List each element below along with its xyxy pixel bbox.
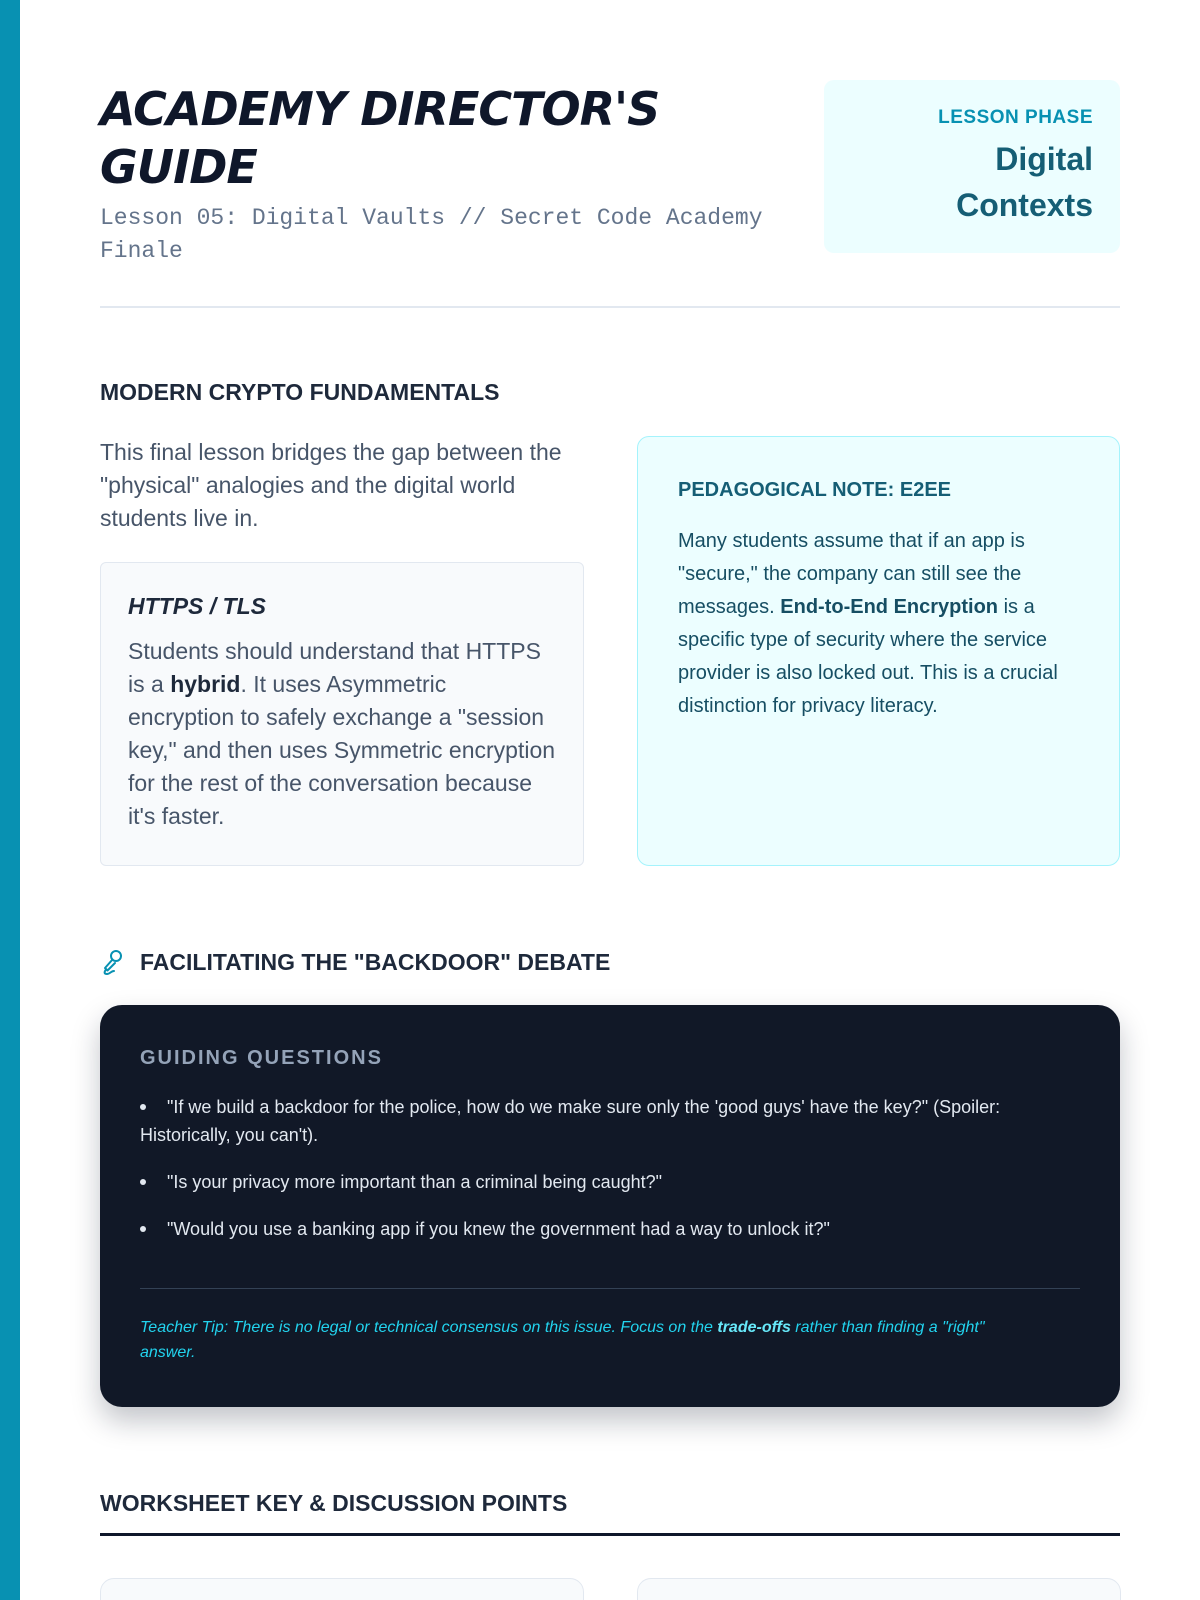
microphone-icon [100, 947, 126, 977]
tip-part-2: rather than finding a "right" answer. [140, 1319, 985, 1361]
section-heading-worksheet: WORKSHEET KEY & DISCUSSION POINTS [100, 1488, 1120, 1536]
lesson-phase-value [824, 136, 1093, 228]
accent-bar [0, 0, 20, 1600]
question-text: "Is your privacy more important than a criminal being caught?" [167, 1172, 663, 1192]
tip-part-1: Teacher Tip: There is no legal or technical consensus on this issue. Focus on the [140, 1319, 718, 1336]
tip-divider [140, 1288, 1080, 1289]
bullet-icon [140, 1179, 146, 1185]
header [100, 80, 1120, 308]
worksheet-card-left [100, 1578, 584, 1600]
lesson-phase-value-line-2: Contexts [956, 187, 1093, 223]
page-title [100, 80, 780, 196]
question-text: "If we build a backdoor for the police, how do we make sure only the 'good guys' have the key?" (Spoiler: Historically, you can't). [140, 1097, 1001, 1145]
title-line-2: GUIDE [100, 140, 257, 194]
https-body-part-1: Students should understand that HTTPS is a [128, 638, 541, 697]
lesson-phase-label: LESSON PHASE [938, 107, 1093, 128]
bullet-icon [140, 1226, 146, 1232]
teacher-tip [140, 1315, 1040, 1365]
note-body-bold: End-to-End Encryption [780, 596, 999, 618]
question-text: "Would you use a banking app if you knew the government had a way to unlock it?" [167, 1219, 830, 1239]
pedagogical-note-title: PEDAGOGICAL NOTE: E2EE [678, 479, 952, 501]
list-item [140, 1215, 1080, 1243]
https-body-part-2: . It uses Asymmetric encryption to safely exchange a "session key," and then uses Symmetric encryption for the rest of the conversation because it's faster. [128, 671, 556, 829]
crypto-intro: This final lesson bridges the gap between the "physical" analogies and the digital world students live in. [100, 439, 562, 531]
tip-bold: trade-offs [717, 1319, 791, 1336]
note-body-part-1: Many students assume that if an app is "secure," the company can still see the messages. [678, 530, 1025, 618]
note-body-part-2: is a specific type of security where the service provider is also locked out. This is a crucial distinction for privacy literacy. [678, 596, 1058, 717]
bullet-icon [140, 1104, 146, 1110]
worksheet-card-right [637, 1578, 1121, 1600]
list-item [140, 1168, 1080, 1196]
pedagogical-note-body [678, 525, 1079, 723]
guiding-questions-list [140, 1093, 1080, 1243]
lesson-phase-box [824, 80, 1120, 253]
section-heading-crypto: MODERN CRYPTO FUNDAMENTALS [100, 379, 500, 405]
lesson-phase-value-line-1: Digital [995, 141, 1093, 177]
section-heading-debate [100, 947, 610, 977]
https-tls-title: HTTPS / TLS [128, 593, 266, 619]
pedagogical-note-box [637, 436, 1120, 866]
section-heading-debate-text: FACILITATING THE "BACKDOOR" DEBATE [140, 949, 611, 975]
guiding-questions-card [100, 1005, 1120, 1407]
title-line-1: ACADEMY DIRECTOR'S [100, 82, 660, 136]
guiding-questions-label: GUIDING QUESTIONS [140, 1047, 383, 1069]
https-body-bold: hybrid [170, 671, 241, 697]
https-tls-body [128, 635, 556, 833]
https-tls-box [100, 562, 584, 866]
list-item [140, 1093, 1080, 1149]
page-subtitle: Lesson 05: Digital Vaults // Secret Code Academy Finale [100, 205, 763, 264]
